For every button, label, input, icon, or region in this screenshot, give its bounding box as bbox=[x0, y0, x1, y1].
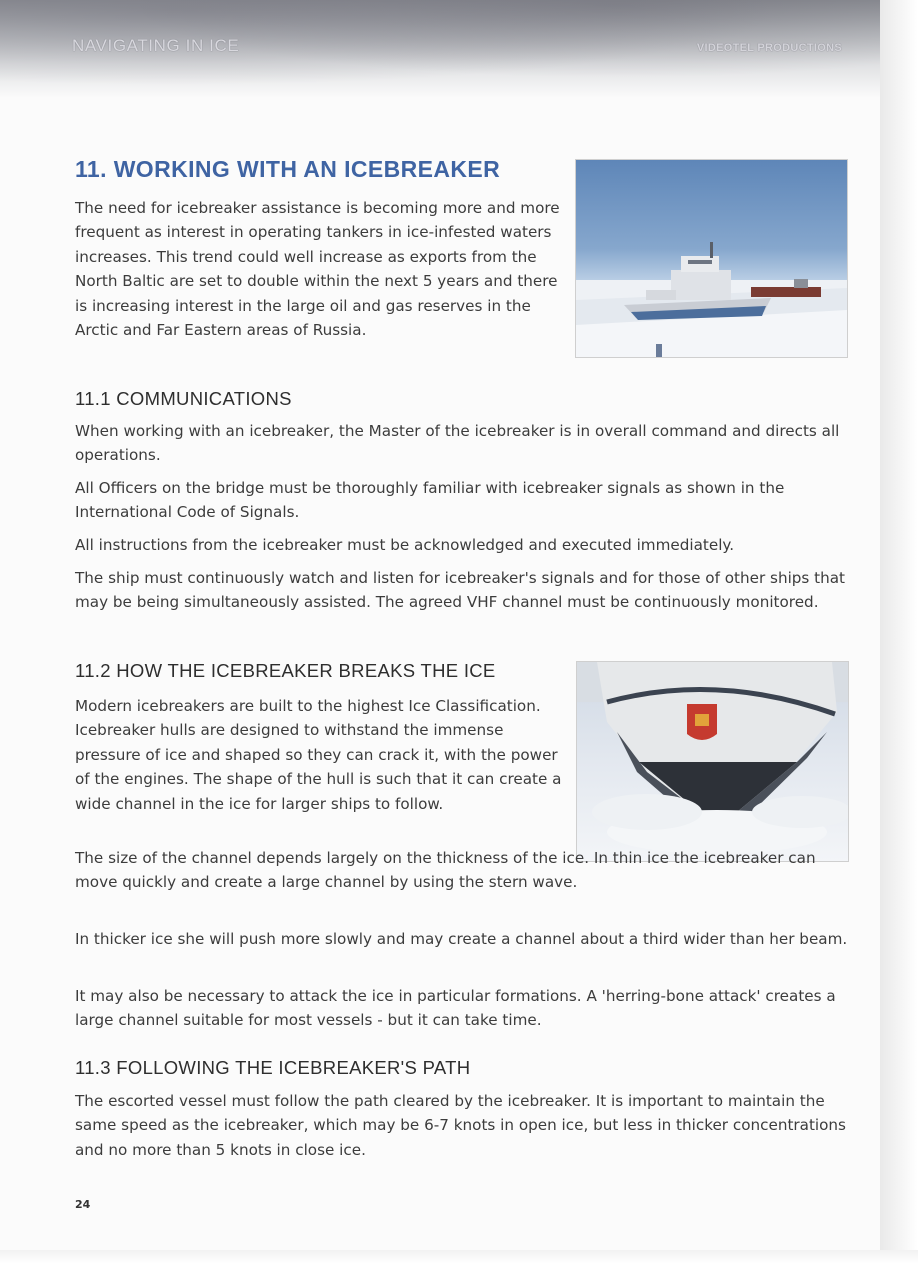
paragraph: All instructions from the icebreaker must be acknowledged and executed immediately. bbox=[75, 536, 735, 554]
subsection-title-breaking-ice: 11.2 HOW THE ICEBREAKER BREAKS THE ICE bbox=[75, 660, 496, 681]
subsection-title-communications: 11.1 COMMUNICATIONS bbox=[75, 388, 292, 409]
header-title: NAVIGATING IN ICE bbox=[72, 36, 240, 55]
icebreaker-bow-photo bbox=[576, 661, 849, 862]
header-banner bbox=[0, 0, 880, 98]
page-number: 24 bbox=[75, 1198, 91, 1211]
paragraph: It may also be necessary to attack the ice in particular formations. A 'herring-bone attack' creates a large channel suitable for most vessels - but it can take time. bbox=[75, 987, 836, 1030]
paragraph: Modern icebreakers are built to the highest Ice Classification. Icebreaker hulls are designed to withstand the immense pressure of ice and shaped so they can crack it, with the power of the engines. The shape of the hull is such that it can create a wide channel in the ice for larger ships to follow. bbox=[75, 697, 562, 813]
paragraph: The size of the channel depends largely on the thickness of the ice. In thin ice the icebreaker can move quickly and create a large channel by using the stern wave. bbox=[75, 849, 816, 892]
section-title: 11. WORKING WITH AN ICEBREAKER bbox=[75, 156, 501, 182]
paragraph: When working with an icebreaker, the Master of the icebreaker is in overall command and directs all operations. bbox=[75, 422, 840, 465]
paragraph: In thicker ice she will push more slowly and may create a channel about a third wider than her beam. bbox=[75, 930, 848, 948]
paragraph: All Officers on the bridge must be thoroughly familiar with icebreaker signals as shown in the International Code of Signals. bbox=[75, 479, 785, 522]
icebreaker-escort-photo bbox=[575, 159, 848, 358]
paragraph: The ship must continuously watch and listen for icebreaker's signals and for those of other ships that may be being simultaneously assisted. The agreed VHF channel must be continuously monitored. bbox=[75, 569, 846, 612]
page-bottom-shadow bbox=[0, 1250, 918, 1264]
subsection-title-following-path: 11.3 FOLLOWING THE ICEBREAKER'S PATH bbox=[75, 1057, 471, 1078]
intro-paragraph: The need for icebreaker assistance is becoming more and more frequent as interest in operating tankers in ice-infested waters increases. This trend could well increase as exports from the North Baltic are set to double within the next 5 years and there is increasing interest in the large oil and gas reserves in the Arctic and Far Eastern areas of Russia. bbox=[75, 199, 560, 340]
header-publisher: VIDEOTEL PRODUCTIONS bbox=[696, 42, 842, 54]
page-edge-shadow bbox=[880, 0, 918, 1264]
paragraph: The escorted vessel must follow the path cleared by the icebreaker. It is important to maintain the same speed as the icebreaker, which may be 6-7 knots in open ice, but less in thicker concentrations and no more than 5 knots in close ice. bbox=[75, 1092, 846, 1159]
